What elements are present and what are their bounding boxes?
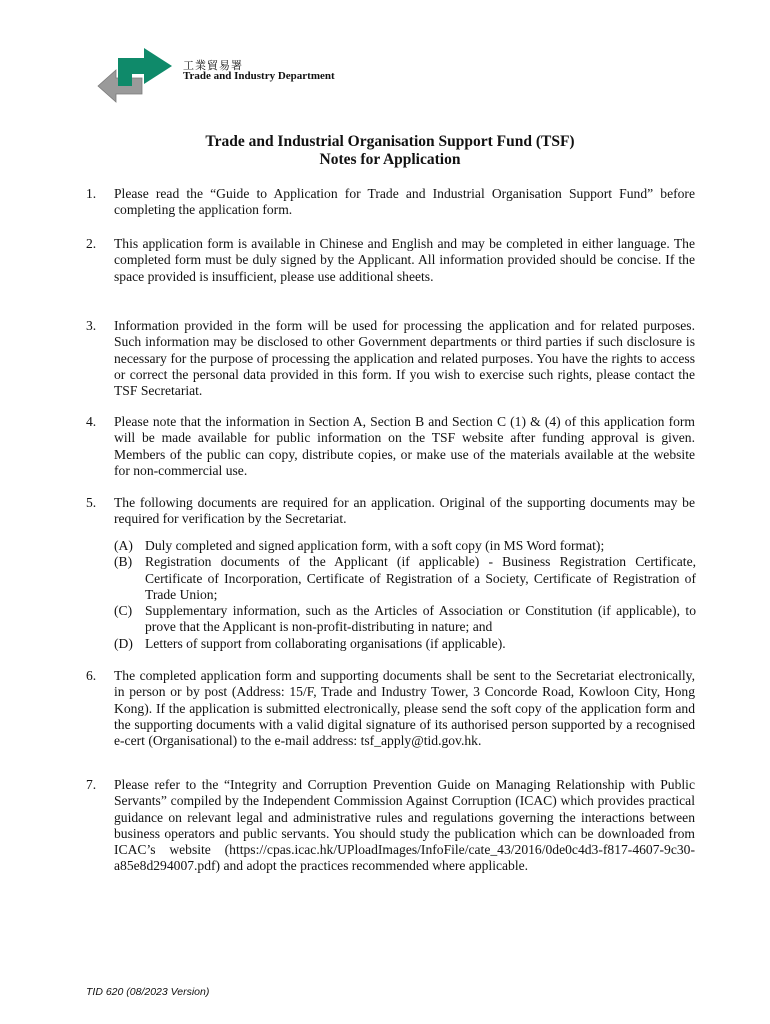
note-text: This application form is available in Chinese and English and may be completed in either language. The completed form must be duly signed by the Applicant. All information provided should be concise. If the space provided is insufficient, please use additional sheets. [114, 236, 695, 284]
note-number: 5. [86, 495, 97, 510]
list-item-label: (D) [114, 635, 133, 651]
list-item [114, 538, 696, 554]
form-version-footer: TID 620 (08/2023 Version) [86, 986, 210, 998]
note-number: 2. [86, 236, 97, 251]
note-text: Please read the “Guide to Application for Trade and Industrial Organisation Support Fund” before completing the application form. [114, 186, 695, 218]
note-3 [86, 318, 746, 399]
note-5 [86, 495, 746, 528]
tid-logo-icon [96, 46, 174, 108]
note-7 [86, 777, 746, 875]
department-name-english: Trade and Industry Department [183, 70, 335, 82]
list-item-label: (C) [114, 603, 133, 619]
list-item-text: Duly completed and signed application form, with a soft copy (in MS Word format); [145, 538, 605, 553]
note-1 [86, 186, 746, 219]
note-2 [86, 236, 746, 285]
note-number: 3. [86, 318, 97, 333]
note-number: 1. [86, 186, 97, 201]
list-item [114, 603, 696, 636]
note-number: 7. [86, 777, 97, 792]
list-item-label: (B) [114, 554, 133, 570]
list-item [114, 636, 696, 652]
list-item [114, 554, 696, 603]
note-number: 4. [86, 414, 97, 429]
document-title: Trade and Industrial Organisation Support Fund (TSF) [205, 133, 575, 150]
list-item-text: Supplementary information, such as the Articles of Association or Constitution (if applicable), to prove that the Applicant is non-profit-distributing in nature; and [145, 603, 696, 635]
note-text: Information provided in the form will be used for processing the application and for related purposes. Such information may be disclosed to other Government departments or third parties if such disclosure is necessary for the purpose of processing the application and related purposes. You have the rights to access or correct the personal data provided in this form. If you wish to exercise such rights, please contact the TSF Secretariat. [114, 318, 695, 399]
list-item-label: (A) [114, 538, 133, 553]
note-number: 6. [86, 668, 97, 683]
required-documents-list [114, 538, 696, 652]
list-item-text: Registration documents of the Applicant (if applicable) - Business Registration Certificate, Certificate of Incorporation, Certificate of Registration of a Society, Certificate of Registration of Trade Union; [145, 554, 696, 602]
department-name-chinese: 工業貿易署 [183, 59, 243, 72]
list-item-text: Letters of support from collaborating organisations (if applicable). [145, 635, 506, 651]
note-6 [86, 668, 746, 749]
note-text: Please refer to the “Integrity and Corruption Prevention Guide on Managing Relationship with Public Servants” compiled by the Independent Commission Against Corruption (ICAC) which provides practical guidance on relevant legal and administrative rules and regulations governing the interactions between business operators and public servants. You should study the publication which can be downloaded from ICAC’s website (https://cpas.icac.hk/UPloadImages/InfoFile/cate_43/2016/0de0c4d3-f817-4607-9c30-a85e8d294007.pdf) and adopt the practices recommended where applicable. [114, 777, 695, 874]
document-subtitle: Notes for Application [319, 151, 461, 168]
note-text: Please note that the information in Section A, Section B and Section C (1) & (4) of this application form will be made available for public information on the TSF website after funding approval is given. Members of the public can copy, distribute copies, or make use of the materials available at the website for non-commercial use. [114, 414, 695, 478]
note-text: The following documents are required for an application. Original of the supporting documents may be required for verification by the Secretariat. [114, 495, 695, 527]
note-text: The completed application form and supporting documents shall be sent to the Secretariat electronically, in person or by post (Address: 15/F, Trade and Industry Tower, 3 Concorde Road, Kowloon City, Hong Kong). If the application is submitted electronically, please send the soft copy of the application form and the supporting documents with a valid digital signature of its authorised person supported by a recognised e-cert (Organisational) to the e-mail address: tsf_apply@tid.gov.hk. [114, 668, 695, 749]
note-4 [86, 414, 746, 479]
